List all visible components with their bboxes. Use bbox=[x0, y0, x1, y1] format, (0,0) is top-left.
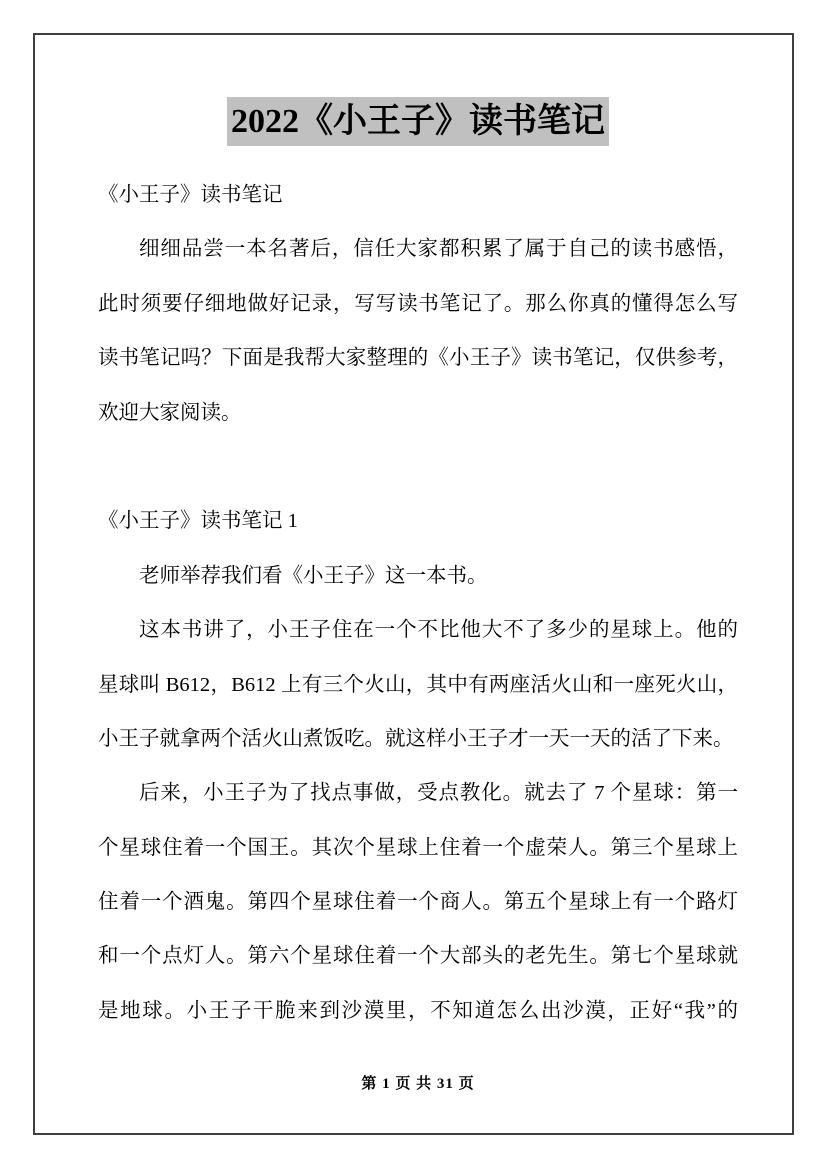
document-body bbox=[98, 168, 738, 1038]
body-paragraph: 小王子就拿两个活火山煮饭吃。就这样小王子才一天一天的活了下来。 bbox=[98, 727, 734, 750]
body-paragraph: 欢迎大家阅读。 bbox=[98, 401, 242, 424]
body-paragraph: 读书笔记吗？下面是我帮大家整理的《小王子》读书笔记，仅供参考， bbox=[98, 347, 738, 370]
section-heading: 《小王子》读书笔记 bbox=[98, 184, 283, 206]
body-paragraph: 住着一个酒鬼。第四个星球住着一个商人。第五个星球上有一个路灯 bbox=[98, 891, 738, 914]
page-number-text: 第 1 页 共 31 页 bbox=[361, 1076, 475, 1092]
body-paragraph: 这本书讲了，小王子住在一个不比他大不了多少的星球上。他的 bbox=[139, 619, 738, 642]
body-paragraph: 是地球。小王子干脆来到沙漠里，不知道怎么出沙漠，正好“我”的 bbox=[98, 999, 738, 1022]
body-paragraph: 老师举荐我们看《小王子》这一本书。 bbox=[139, 564, 488, 587]
body-paragraph: 和一个点灯人。第六个星球住着一个大部头的老先生。第七个星球就 bbox=[98, 945, 738, 968]
document-title-text: 2022《小王子》读书笔记 bbox=[227, 97, 609, 146]
body-paragraph: 个星球住着一个国王。其次个星球上住着一个虚荣人。第三个星球上 bbox=[98, 836, 738, 859]
body-paragraph: 此时须要仔细地做好记录，写写读书笔记了。那么你真的懂得怎么写 bbox=[98, 292, 738, 315]
body-paragraph: 细细品尝一本名著后，信任大家都积累了属于自己的读书感悟， bbox=[139, 238, 738, 261]
body-paragraph: 后来，小王子为了找点事做，受点教化。就去了 7 个星球：第一 bbox=[139, 782, 738, 805]
body-paragraph: 星球叫 B612，B612 上有三个火山，其中有两座活火山和一座死火山， bbox=[98, 673, 738, 696]
document-title bbox=[93, 97, 743, 146]
page-footer bbox=[93, 1072, 743, 1096]
section-heading: 《小王子》读书笔记 1 bbox=[98, 510, 298, 533]
blank-line bbox=[98, 440, 738, 494]
